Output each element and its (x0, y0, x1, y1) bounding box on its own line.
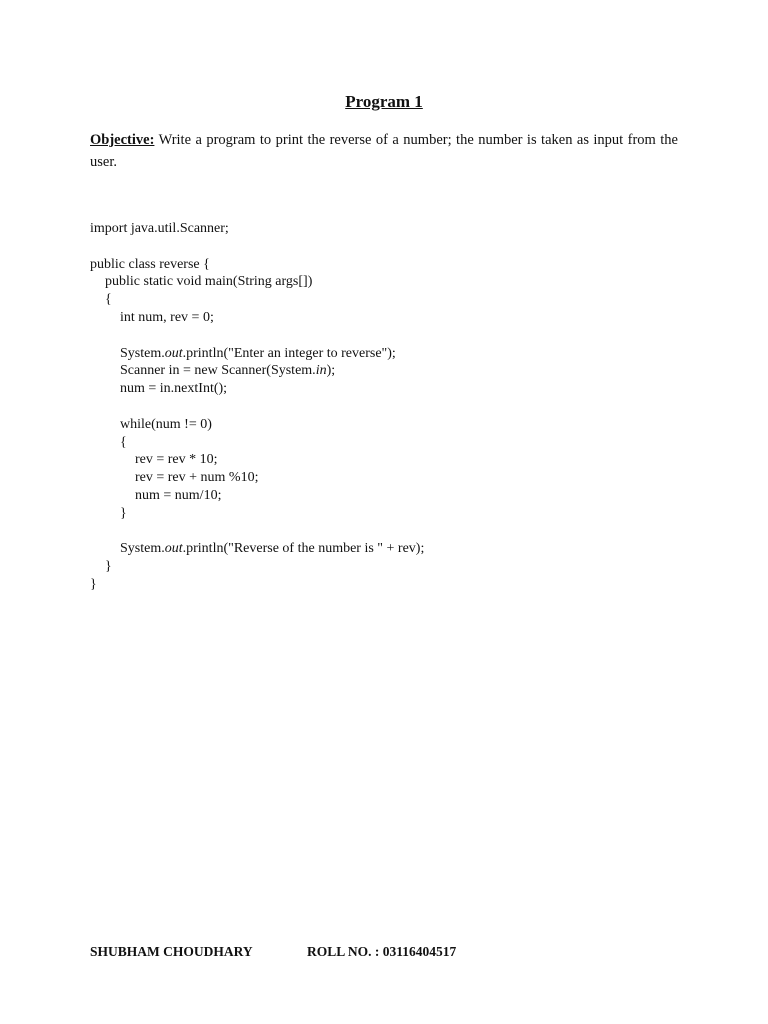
code-line (90, 576, 710, 594)
roll-number: ROLL NO. : 03116404517 (307, 944, 457, 959)
code-line (90, 291, 710, 309)
code-line (90, 380, 710, 398)
code-text: System. (120, 541, 165, 557)
code-line (90, 309, 710, 327)
code-italic-token: out (164, 541, 183, 557)
code-text: } (105, 559, 112, 575)
code-text: num = num/10; (135, 487, 222, 503)
objective-text: Write a program to print the reverse of a number; the number is taken as input from the user. (90, 132, 678, 170)
code-line (90, 273, 710, 291)
code-text: rev = rev + num %10; (135, 470, 259, 486)
code-italic-token: in (315, 363, 327, 379)
code-text: System. (120, 345, 165, 361)
code-text: ); (326, 363, 336, 379)
code-text: Scanner in = new Scanner(System. (120, 363, 316, 379)
code-text: while(num != 0) (120, 416, 212, 432)
code-text: } (90, 576, 97, 592)
code-text: public class reverse { (90, 256, 210, 272)
code-line (90, 327, 710, 345)
code-line (90, 220, 710, 238)
code-line (90, 256, 710, 274)
code-line (90, 238, 710, 256)
code-line (90, 505, 710, 523)
code-line (90, 523, 710, 541)
code-line (90, 540, 710, 558)
code-block (90, 220, 710, 594)
code-text: int num, rev = 0; (120, 309, 214, 325)
student-name: SHUBHAM CHOUDHARY (90, 944, 253, 959)
code-text: { (120, 434, 127, 450)
code-line (90, 558, 710, 576)
code-line (90, 469, 710, 487)
code-text: { (105, 292, 112, 308)
code-line (90, 345, 710, 363)
code-text: public static void main(String args[]) (105, 274, 313, 290)
code-text: } (120, 505, 127, 521)
code-line (90, 398, 710, 416)
code-line (90, 487, 710, 505)
objective-paragraph (90, 129, 678, 173)
code-text: rev = rev * 10; (135, 452, 218, 468)
code-line (90, 416, 710, 434)
code-italic-token: out (164, 345, 183, 361)
code-text: .println("Enter an integer to reverse"); (182, 345, 396, 361)
code-line (90, 451, 710, 469)
code-line (90, 434, 710, 452)
page-title: Program 1 (345, 92, 423, 111)
code-text: import java.util.Scanner; (90, 221, 229, 236)
code-text: .println("Reverse of the number is " + rev); (182, 541, 425, 557)
objective-label: Objective: (90, 132, 155, 148)
code-line (90, 362, 710, 380)
code-text: num = in.nextInt(); (120, 381, 228, 397)
